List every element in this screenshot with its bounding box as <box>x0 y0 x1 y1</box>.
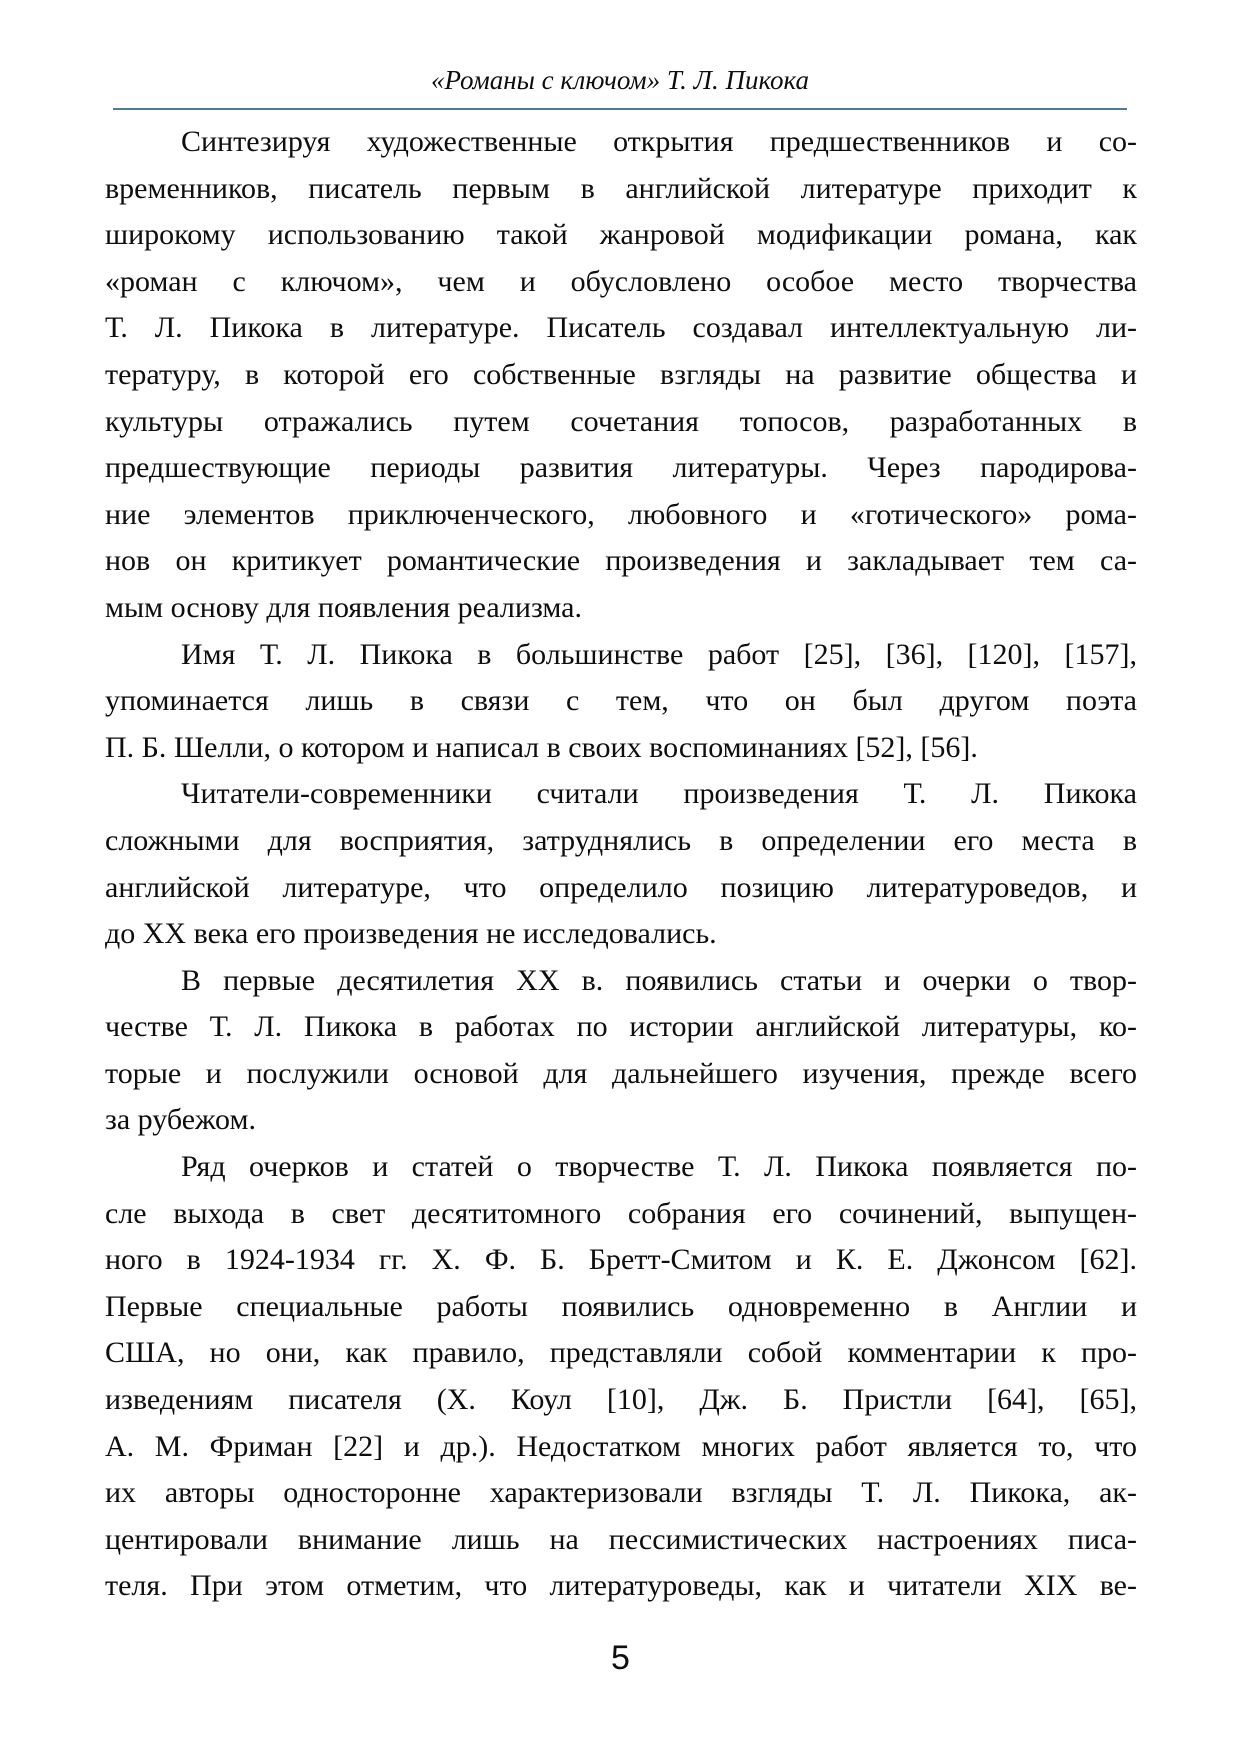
text-line: за рубежом. <box>105 1103 256 1137</box>
text-line: изведениям писателя (Х. Коул [10], Дж. Б. Пристли [64], [65], <box>105 1383 1137 1417</box>
text-line: Синтезируя художественные открытия предшественников и со- <box>181 125 1137 158</box>
text-line: США, но они, как правило, представляли собой комментарии к про- <box>105 1336 1137 1370</box>
text-line: ние элементов приключенческого, любовного и «готического» рома- <box>105 497 1137 531</box>
text-line: П. Б. Шелли, о котором и написал в своих воспоминаниях [52], [56]. <box>105 730 978 764</box>
text-line: мым основу для появления реализма. <box>105 590 582 624</box>
running-header-title: «Романы с ключом» Т. Л. Пикока <box>431 65 809 95</box>
text-line: В первые десятилетия XX в. появились статьи и очерки о твор- <box>181 963 1137 997</box>
text-line: «роман с ключом», чем и обусловлено особое место творчества <box>105 264 1137 298</box>
paragraph <box>105 632 1137 772</box>
text-line: нов он критикует романтические произведения и закладывает тем са- <box>105 544 1137 578</box>
text-line: Ряд очерков и статей о творчестве Т. Л. Пикока появляется по- <box>181 1150 1137 1184</box>
text-line: сле выхода в свет десятитомного собрания его сочинений, выпущен- <box>105 1196 1137 1230</box>
text-line: культуры отражались путем сочетания топосов, разработанных в <box>105 404 1137 438</box>
paragraph <box>105 1144 1137 1610</box>
text-line: английской литературе, что определило позицию литературоведов, и <box>105 870 1137 904</box>
text-line: Имя Т. Л. Пикока в большинстве работ [25], [36], [120], [157], <box>181 637 1137 671</box>
document-body <box>105 119 1137 1610</box>
page-number: 5 <box>611 1639 630 1677</box>
text-line: честве Т. Л. Пикока в работах по истории английской литературы, ко- <box>105 1010 1137 1044</box>
text-line: А. М. Фриман [22] и др.). Недостатком многих работ является то, что <box>105 1429 1137 1463</box>
text-line: тературу, в которой его собственные взгляды на развитие общества и <box>105 357 1137 391</box>
text-line: их авторы односторонне характеризовали взгляды Т. Л. Пикока, ак- <box>105 1476 1137 1510</box>
text-line: предшествующие периоды развития литературы. Через пародирова- <box>105 451 1137 485</box>
text-line: теля. При этом отметим, что литературоведы, как и читатели XIX ве- <box>105 1569 1137 1603</box>
text-line: сложными для восприятия, затруднялись в определении его места в <box>105 823 1137 857</box>
paragraph <box>105 958 1137 1144</box>
text-line: Читатели-современники считали произведения Т. Л. Пикока <box>181 777 1137 811</box>
text-line: ного в 1924-1934 гг. Х. Ф. Б. Бретт-Смитом и К. Е. Джонсом [62]. <box>105 1243 1137 1277</box>
running-header <box>113 62 1127 110</box>
paragraph <box>105 119 1137 632</box>
text-line: до XX века его произведения не исследовались. <box>105 917 717 951</box>
text-line: широкому использованию такой жанровой модификации романа, как <box>105 218 1137 252</box>
text-line: упоминается лишь в связи с тем, что он был другом поэта <box>105 684 1137 718</box>
text-line: торые и послужили основой для дальнейшего изучения, прежде всего <box>105 1056 1137 1090</box>
text-line: Первые специальные работы появились одновременно в Англии и <box>105 1289 1137 1323</box>
paragraph <box>105 771 1137 957</box>
text-line: центировали внимание лишь на пессимистических настроениях писа- <box>105 1522 1137 1556</box>
text-line: временников, писатель первым в английской литературе приходит к <box>105 171 1137 205</box>
text-line: Т. Л. Пикока в литературе. Писатель создавал интеллектуальную ли- <box>105 311 1137 345</box>
